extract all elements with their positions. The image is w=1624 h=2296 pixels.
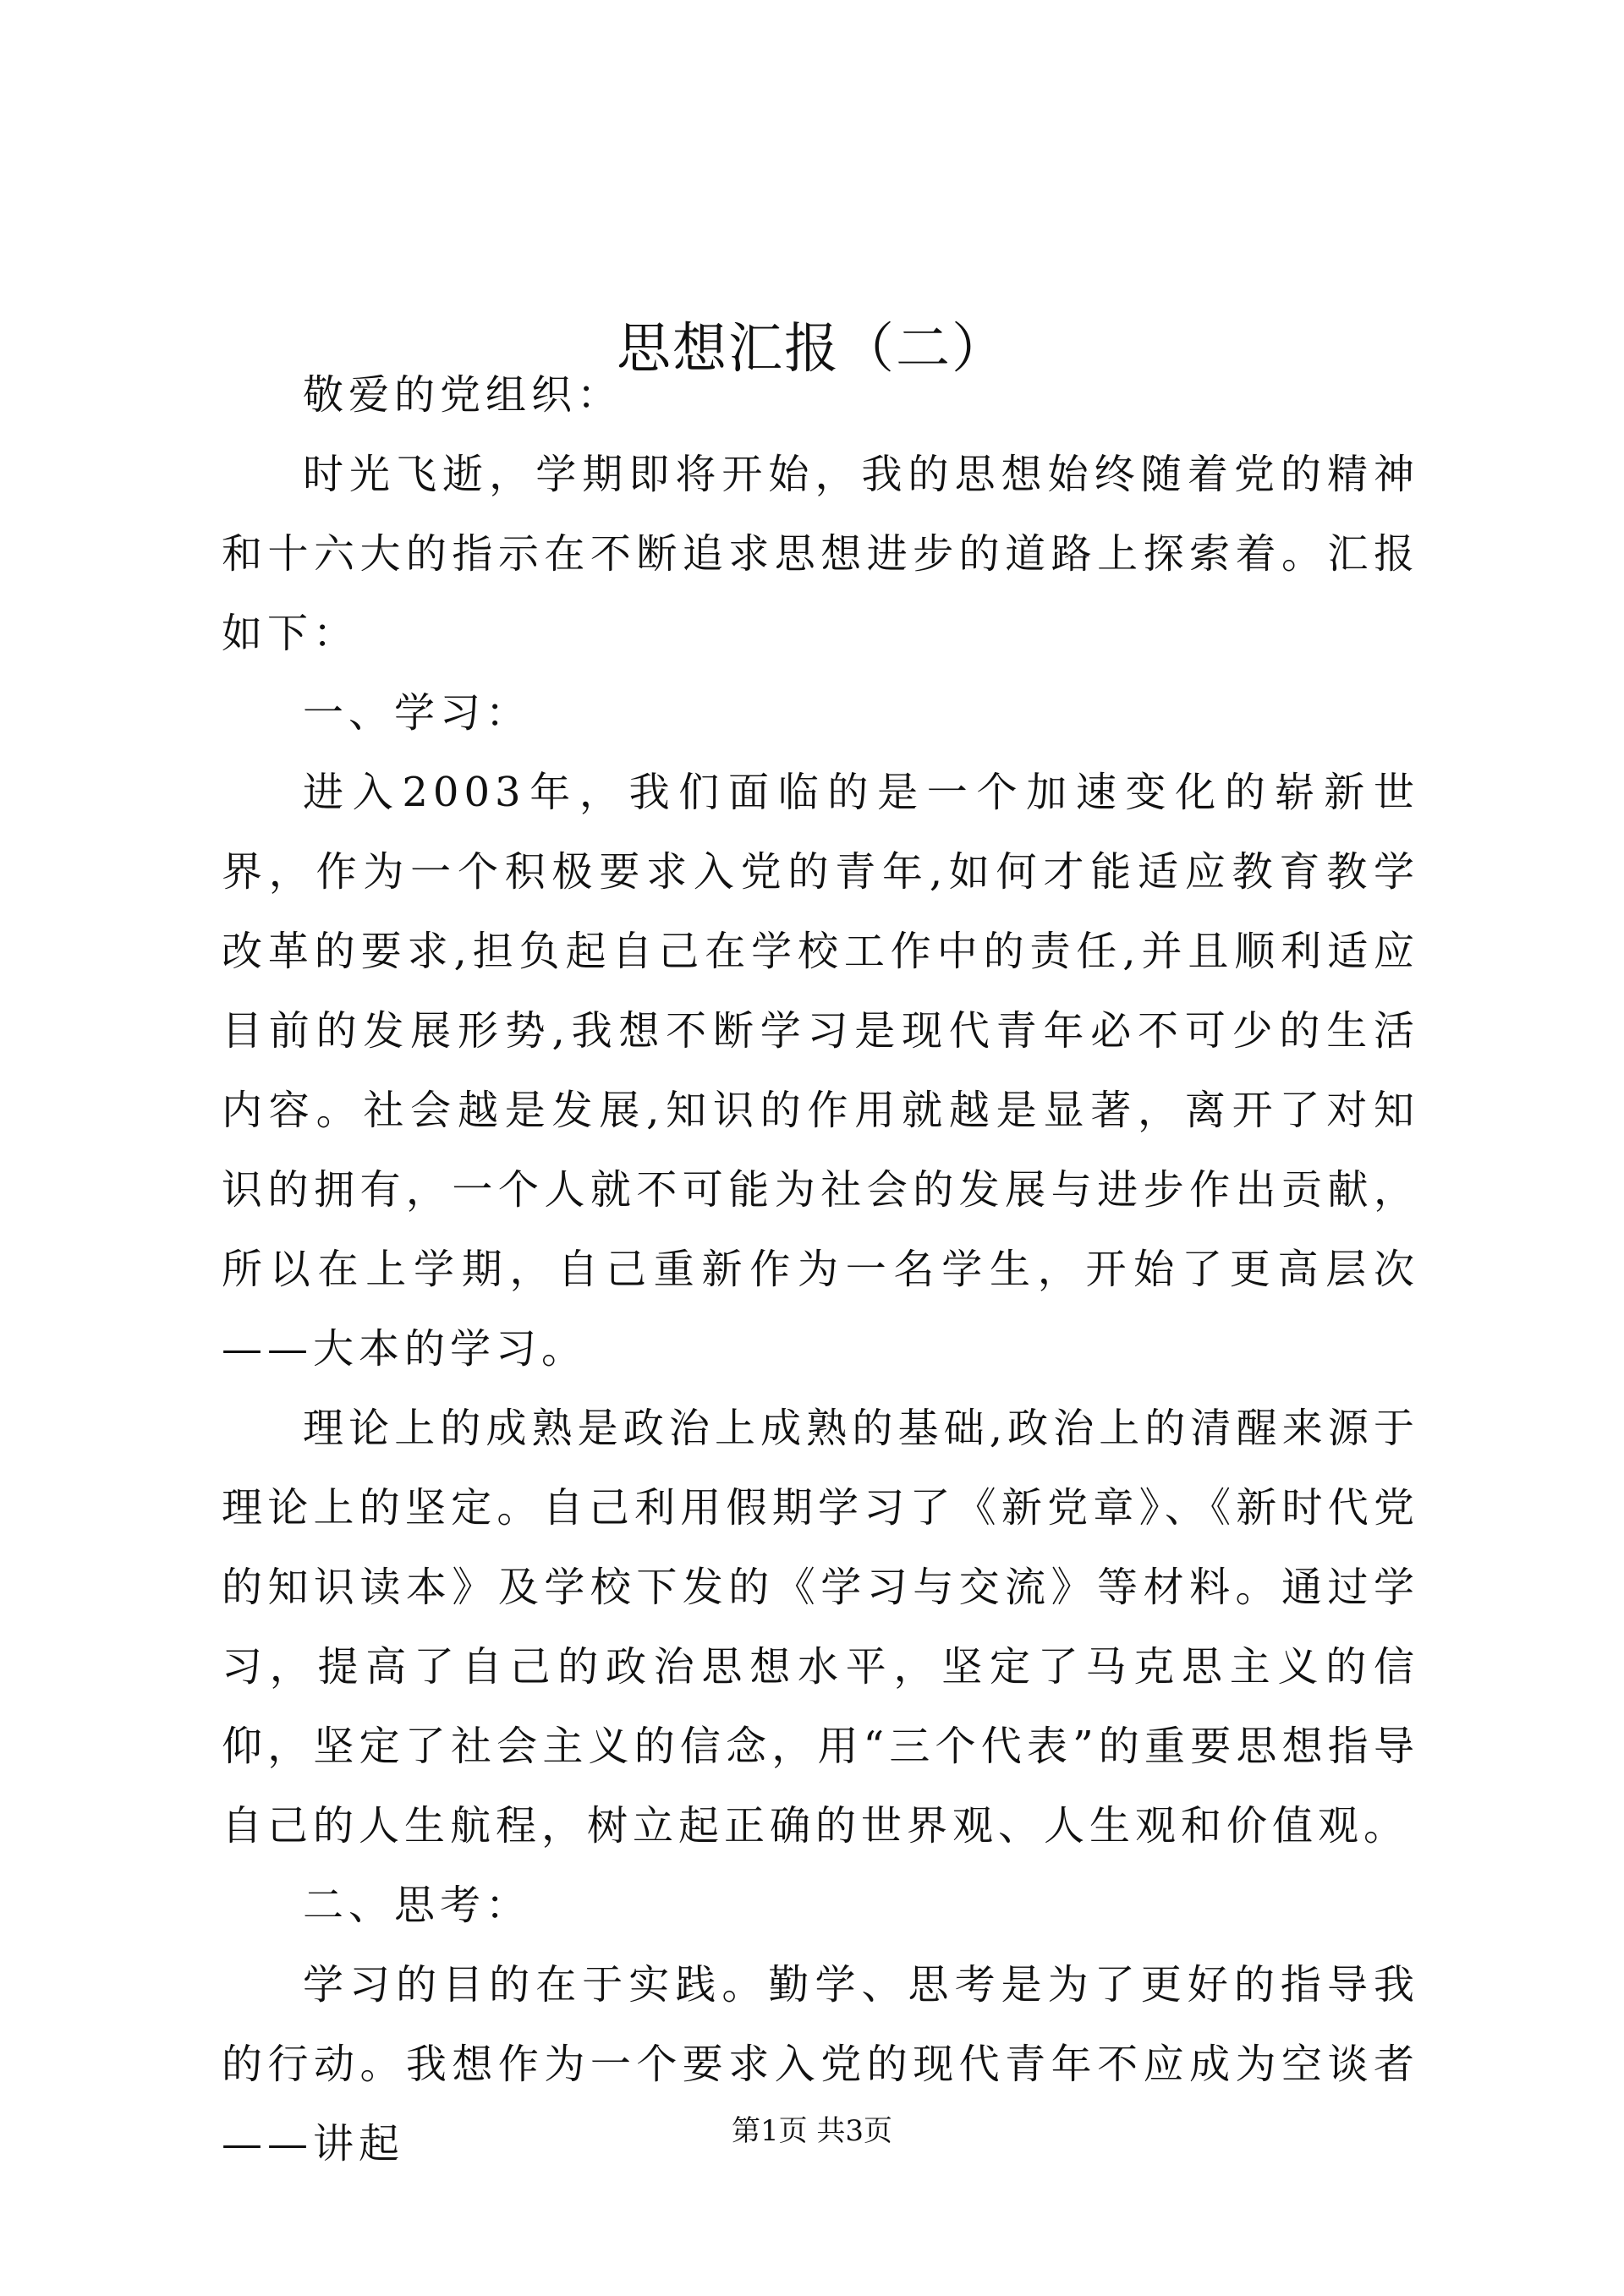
thinking-paragraph: 学习的目的在于实践。勤学、思考是为了更好的指导我的行动。我想作为一个要求入党的现代青年不应成为空谈者——讲起 <box>222 1961 1419 2167</box>
study-paragraph-1: 进入2003年，我们面临的是一个加速变化的崭新世界，作为一个积极要求入党的青年,如何才能适应教育教学改革的要求,担负起自己在学校工作中的责任,并且顺利适应目前的发展形势,我想不断学习是现代青年必不可少的生活内容。社会越是发展,知识的作用就越是显著，离开了对知识的拥有，一个人就不可能为社会的发展与进步作出贡献，所以在上学期，自己重新作为一名学生，开始了更高层次——大本的学习。 <box>222 769 1419 1373</box>
document-title: 思想汇报（二） <box>617 317 1007 381</box>
intro-paragraph: 时光飞逝，学期即将开始，我的思想始终随着党的精神和十六大的指示在不断追求思想进步的道路上探索着。汇报如下： <box>222 451 1419 657</box>
section-heading-study: 一、学习： <box>303 689 532 737</box>
document-body <box>222 355 1419 2184</box>
study-paragraph-2: 理论上的成熟是政治上成熟的基础,政治上的清醒来源于理论上的坚定。自己利用假期学习了《新党章》、《新时代党的知识读本》及学校下发的《学习与交流》等材料。通过学习，提高了自己的政治思想水平，坚定了马克思主义的信仰，坚定了社会主义的信念，用“三个代表”的重要思想指导自己的人生航程，树立起正确的世界观、人生观和价值观。 <box>222 1405 1419 1849</box>
section-heading-thinking: 二、思考： <box>303 1882 532 1929</box>
salutation: 敬爱的党组织： <box>303 371 623 419</box>
page-number-footer: 第1页 共3页 <box>731 2114 893 2148</box>
